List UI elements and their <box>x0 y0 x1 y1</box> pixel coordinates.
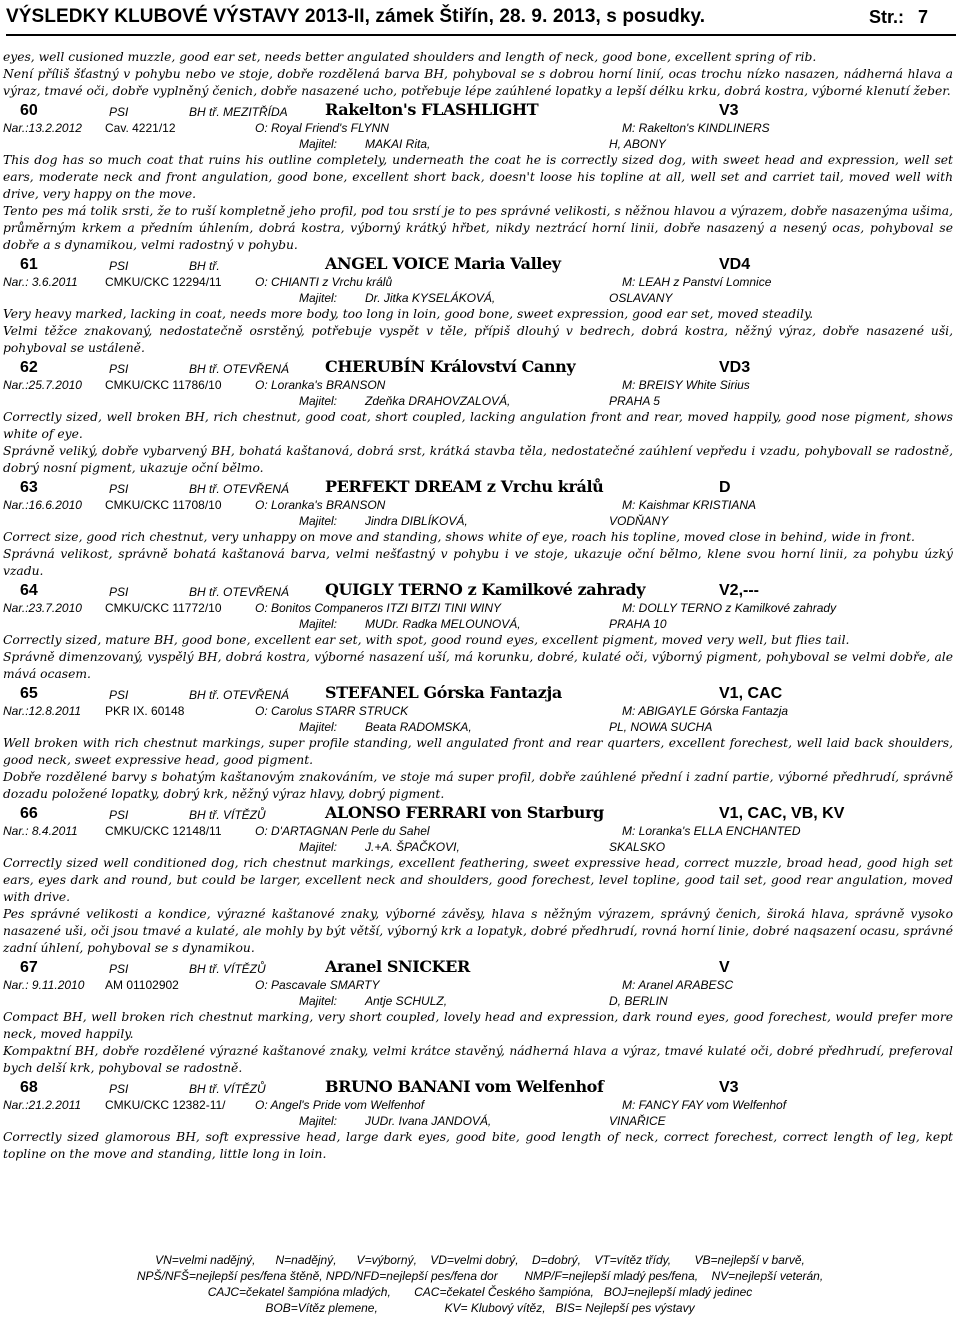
entry-class: BH tř. OTEVŘENÁ <box>189 362 290 376</box>
critique-cz: Dobře rozdělené barvy s bohatým kaštanovým znakováním, ve stoje má super profil, dobře zaúhlené přední i zadní partie, výborné předhrudí, správně dozadu položené lopatky, dobrý krk, něžný výraz hlavy, dobrý pigment. <box>3 770 953 801</box>
entry-pedigree <box>3 823 953 839</box>
entry-pedigree <box>3 497 953 513</box>
entry-owner <box>3 839 953 855</box>
sire: O: Angel's Pride vom Welfenhof <box>255 1098 425 1112</box>
critique-en: Very heavy marked, lacking in coat, needs more body, too long in loin, good bone, sweet expression, good ear set, moved steadily. <box>3 307 814 321</box>
entry-grade: V1, CAC, VB, KV <box>719 805 845 822</box>
critique-en: Well broken with rich chestnut markings, super profile standing, well angulated front and rear quarters, excellent forechest, well laid back shoulders, good neck, sweet expressive head, good pigment. <box>3 736 953 767</box>
critique-en: Correctly sized well conditioned dog, rich chestnut markings, excellent feathering, sweet expressive head, correct muzzle, broad head, good high set ears, eyes dark and round, but could be larger, excellent neck and shoulders, good forechest, level topline, good tail set, good rear angulation, moved with drive. <box>3 856 953 904</box>
entries-list <box>3 100 953 1163</box>
dam: M: ABIGAYLE Górska Fantazja <box>622 704 789 718</box>
entry-grade: VD4 <box>719 256 751 273</box>
entry-pedigree <box>3 377 953 393</box>
sire: O: Loranka's BRANSON <box>255 498 386 512</box>
critique-en: Correctly sized, mature BH, good bone, excellent ear set, with spot, good round eyes, excellent pigment, moved very well, but flies tail. <box>3 633 850 647</box>
entry-class: BH tř. VÍTĚZŮ <box>189 808 266 822</box>
dog-entry <box>3 580 953 683</box>
entry-sex: PSI <box>109 362 129 376</box>
results-content <box>3 49 953 1163</box>
registration-number: PKR IX. 60148 <box>105 704 185 718</box>
entry-sex: PSI <box>109 105 129 119</box>
intro-critique-cz: Není příliš šťastný v pohybu nebo ve stoje, dobře rozdělená barva BH, pohyboval se s dobrou horní linií, ocas trochu nízko nasazen, nádherná hlava a výraz, tmavé oči, dobře vyplněný čenich, dobře nasazené ucho, potřebuje lépe zaúhlené lopatky a lepší délku krku, dobrá kostra, výborné klenutí žeber. <box>3 67 953 98</box>
owner-place: VINAŘICE <box>609 1114 666 1128</box>
critique-cz: Správná velikost, správně bohatá kaštanová barva, velmi nešťastný v pohybu i ve stoje, ukazuje oční bělmo, klene svou horní linii, za pohybu úzký vzadu. <box>3 547 953 578</box>
dog-name: Aranel SNICKER <box>325 957 470 976</box>
dam: M: FANCY FAY vom Welfenhof <box>622 1098 787 1112</box>
entry-class: BH tř. OTEVŘENÁ <box>189 688 290 702</box>
registration-number: CMKU/CKC 11772/10 <box>105 601 222 615</box>
entry-sex: PSI <box>109 1082 129 1096</box>
page-number: 7 <box>917 7 928 27</box>
entry-grade: V3 <box>719 102 739 119</box>
entry-class: BH tř. MEZITŘÍDA <box>189 105 288 119</box>
owner-place: H, ABONY <box>609 137 666 151</box>
sire: O: Bonitos Companeros ITZI BITZI TINI WINY <box>255 601 502 615</box>
legend-line: CAJC=čekatel šampióna mladých, CAC=čekatel Českého šampióna, BOJ=nejlepší mladý jedinec <box>207 1285 753 1299</box>
entry-class: BH tř. <box>189 259 220 273</box>
dog-name: ANGEL VOICE Maria Valley <box>325 254 561 273</box>
critique-cz: Pes správné velikosti a kondice, výrazné kaštanové znaky, výborné závěsy, hlava s něžným výrazem, správný čenich, široká hlava, správně vysoko nasazené uši, oči jsou tmavé a kulaté, ale mohly by být větší, výborný krk a lopatyk, dobré předhrudí, rovná horní linie, dobré naqsazení ocasu, správné zadní úhlení, pohyboval se s dynamikou. <box>3 907 953 955</box>
dog-name: Rakelton's FLASHLIGHT <box>325 100 539 119</box>
entry-grade: V1, CAC <box>719 685 783 702</box>
owner-label: Majitel: <box>299 514 338 528</box>
entry-owner <box>3 513 953 529</box>
owner-place: D, BERLIN <box>609 994 668 1008</box>
sire: O: CHIANTI z Vrchu králů <box>255 275 393 289</box>
owner-label: Majitel: <box>299 617 338 631</box>
owner-name: MAKAI Rita, <box>365 137 431 151</box>
entry-class: BH tř. OTEVŘENÁ <box>189 585 290 599</box>
entry-sex: PSI <box>109 808 129 822</box>
entry-heading <box>3 803 953 823</box>
entry-number: 64 <box>20 582 38 599</box>
critique-en: Compact BH, well broken rich chestnut marking, very short coupled, lovely head and expression, dark round eyes, good forechest, would prefer more neck, moved happily. <box>3 1010 953 1041</box>
owner-name: Antje SCHULZ, <box>365 994 448 1008</box>
owner-place: PL, NOWA SUCHA <box>609 720 713 734</box>
registration-number: CMKU/CKC 12294/11 <box>105 275 222 289</box>
dog-entry <box>3 1077 953 1163</box>
entry-number: 63 <box>20 479 38 496</box>
entry-heading <box>3 254 953 274</box>
entry-owner <box>3 393 953 409</box>
page-title: VÝSLEDKY KLUBOVÉ VÝSTAVY 2013-II, zámek Štiřín, 28. 9. 2013, s posudky. <box>6 6 706 27</box>
entry-sex: PSI <box>109 585 129 599</box>
registration-number: CMKU/CKC 11708/10 <box>105 498 222 512</box>
entry-class: BH tř. OTEVŘENÁ <box>189 482 290 496</box>
owner-place: VODŇANY <box>609 514 669 528</box>
registration-number: CMKU/CKC 12382-11/ <box>105 1098 226 1112</box>
owner-label: Majitel: <box>299 840 338 854</box>
dam: M: BREISY White Sirius <box>622 378 750 392</box>
entry-sex: PSI <box>109 482 129 496</box>
critique-en: Correct size, good rich chestnut, very unhappy on move and standing, shows white of eye, roach his topline, moved close in behind, wide in front. <box>3 530 915 544</box>
entry-number: 66 <box>20 805 38 822</box>
entry-class: BH tř. VÍTĚZŮ <box>189 1082 266 1096</box>
owner-name: MUDr. Radka MELOUNOVÁ, <box>365 617 521 631</box>
entry-sex: PSI <box>109 259 129 273</box>
dog-name: STEFANEL Górska Fantazja <box>325 683 562 702</box>
birth-date: Nar.:13.2.2012 <box>3 121 82 135</box>
dam: M: DOLLY TERNO z Kamilkové zahrady <box>622 601 837 615</box>
birth-date: Nar.:21.2.2011 <box>3 1098 82 1112</box>
entry-heading <box>3 477 953 497</box>
entry-grade: V3 <box>719 1079 739 1096</box>
birth-date: Nar.: 9.11.2010 <box>3 978 85 992</box>
owner-place: PRAHA 10 <box>609 617 667 631</box>
owner-label: Majitel: <box>299 291 338 305</box>
dog-entry <box>3 957 953 1077</box>
intro-critique-en: eyes, well cusioned muzzle, good ear set, needs better angulated shoulders and length of neck, good bone, excellent spring of rib. <box>3 50 817 64</box>
critique-cz: Tento pes má tolik srsti, že to ruší kompletně jeho profil, pod tou srstí je to pes správné velikosti, s něžnou hlavou a výrazem, dobře nasazenýma ušima, průměrným krkem a předním úhlením, dobrá kostra, výborný krátký hřbet, nikdy neztrácí horní linii, dobře nasazený a nesený ocas, pohyboval se dobře a s dynamikou, velmi radostný v pohybu. <box>3 204 953 252</box>
dam: M: LEAH z Panství Lomnice <box>622 275 772 289</box>
dog-entry <box>3 357 953 477</box>
dog-entry <box>3 683 953 803</box>
entry-heading <box>3 357 953 377</box>
page-label: Str.: <box>868 7 904 27</box>
dam: M: Aranel ARABESC <box>622 978 734 992</box>
owner-label: Majitel: <box>299 994 338 1008</box>
entry-sex: PSI <box>109 962 129 976</box>
dog-name: PERFEKT DREAM z Vrchu králů <box>325 477 604 496</box>
dog-entry <box>3 477 953 580</box>
sire: O: Royal Friend's FLYNN <box>255 121 389 135</box>
owner-name: Zdeňka DRAHOVZALOVÁ, <box>365 394 511 408</box>
entry-number: 65 <box>20 685 38 702</box>
entry-heading <box>3 683 953 703</box>
legend <box>0 1252 960 1316</box>
birth-date: Nar.:23.7.2010 <box>3 601 82 615</box>
birth-date: Nar.:12.8.2011 <box>3 704 82 718</box>
entry-heading <box>3 1077 953 1097</box>
entry-owner <box>3 719 953 735</box>
sire: O: Carolus STARR STRUCK <box>255 704 409 718</box>
entry-grade: V <box>719 959 730 976</box>
owner-name: JUDr. Ivana JANDOVÁ, <box>365 1114 492 1128</box>
critique-en: This dog has so much coat that ruins his outline completely, underneath the coat he is correctly sized dog, with sweet head and expression, well set ears, moderate neck and front angulation, good bone, excellent short back, doesn't loose his topline at all, well set and carriet tail, moved well with drive, very happy on the move. <box>3 153 953 201</box>
entry-sex: PSI <box>109 688 129 702</box>
owner-place: SKALSKO <box>609 840 666 854</box>
owner-name: Beata RADOMSKA, <box>365 720 472 734</box>
dam: M: Rakelton's KINDLINERS <box>622 121 770 135</box>
birth-date: Nar.: 8.4.2011 <box>3 824 78 838</box>
dog-name: BRUNO BANANI vom Welfenhof <box>325 1077 604 1096</box>
entry-pedigree <box>3 600 953 616</box>
owner-place: PRAHA 5 <box>609 394 660 408</box>
entry-grade: D <box>719 479 731 496</box>
critique-cz: Kompaktní BH, dobře rozdělené výrazné kaštanové znaky, velmi krátce stavěný, nádherná hlava a výraz, tmavé kulaté oči, dobré předhrudí, preferoval bych delší krk, pohyboval se radostně. <box>3 1044 953 1075</box>
legend-line: BOB=Vítěz plemene, KV= Klubový vítěz, BIS= Nejlepší pes výstavy <box>265 1301 695 1315</box>
owner-label: Majitel: <box>299 137 338 151</box>
critique-en: Correctly sized, well broken BH, rich chestnut, good coat, short coupled, lacking angulation front and rear, moved happily, good nose pigment, shows white of eye. <box>3 410 953 441</box>
sire: O: Loranka's BRANSON <box>255 378 386 392</box>
sire: O: D'ARTAGNAN Perle du Sahel <box>255 824 430 838</box>
owner-label: Majitel: <box>299 394 338 408</box>
owner-place: OSLAVANY <box>609 291 673 305</box>
legend-line: NPŠ/NFŠ=nejlepší pes/fena štěně, NPD/NFD=nejlepší pes/fena dor NMP/F=nejlepší mladý pes/fena, NV=nejlepší veterán, <box>136 1269 824 1283</box>
entry-pedigree <box>3 1097 953 1113</box>
registration-number: Cav. 4221/12 <box>105 121 176 135</box>
sire: O: Pascavale SMARTY <box>255 978 380 992</box>
entry-number: 60 <box>20 102 38 119</box>
entry-pedigree <box>3 274 953 290</box>
entry-owner <box>3 616 953 632</box>
entry-heading <box>3 957 953 977</box>
critique-en: Correctly sized glamorous BH, soft expressive head, large dark eyes, good bite, good length of neck, correct forechest, correct length of leg, kept topline on the move and standing, little long in loin. <box>3 1130 953 1161</box>
dog-entry <box>3 803 953 957</box>
entry-heading <box>3 100 953 120</box>
dam: M: Kaishmar KRISTIANA <box>622 498 757 512</box>
birth-date: Nar.:25.7.2010 <box>3 378 82 392</box>
entry-grade: VD3 <box>719 359 751 376</box>
entry-owner <box>3 993 953 1009</box>
dog-entry <box>3 254 953 357</box>
entry-heading <box>3 580 953 600</box>
dog-name: QUIGLY TERNO z Kamilkové zahrady <box>325 580 646 599</box>
entry-pedigree <box>3 703 953 719</box>
critique-cz: Správně dimenzovaný, vyspělý BH, dobrá kostra, výborné nasazení uší, má korunku, dobré, kulaté oči, výborný pigment, pohyboval se velmi dobře, ale mává ocasem. <box>3 650 953 681</box>
registration-number: CMKU/CKC 11786/10 <box>105 378 222 392</box>
entry-number: 62 <box>20 359 38 376</box>
registration-number: CMKU/CKC 12148/11 <box>105 824 222 838</box>
page-header <box>6 4 956 36</box>
critique-cz: Správně veliký, dobře vybarvený BH, bohatá kaštanová, dobrá srst, krátká stavba těla, nedostatečné zaúhlení vepředu i vzadu, pohybovall se radostně, dobrý nosní pigment, ukazuje oční bělmo. <box>3 444 953 475</box>
entry-owner <box>3 136 953 152</box>
entry-pedigree <box>3 977 953 993</box>
dam: M: Loranka's ELLA ENCHANTED <box>622 824 801 838</box>
entry-grade: V2,--- <box>719 582 759 599</box>
owner-label: Majitel: <box>299 720 338 734</box>
entry-number: 67 <box>20 959 38 976</box>
entry-number: 68 <box>20 1079 38 1096</box>
critique-cz: Velmi těžce znakovaný, nedostatečně osrstěný, potřebuje vyspět v těle, přípiš dlouhý v bedrech, dobrá kostra, něžný výraz, dobře nasazené uši, pohyboval se ustáleně. <box>3 324 953 355</box>
legend-line: VN=velmi nadějný, N=nadějný, V=výborný, VD=velmi dobrý, D=dobrý, VT=vítěz třídy, VB=nejlepší v barvě, <box>155 1253 805 1267</box>
birth-date: Nar.:16.6.2010 <box>3 498 82 512</box>
entry-pedigree <box>3 120 953 136</box>
dog-name: ALONSO FERRARI von Starburg <box>325 803 604 822</box>
owner-name: Dr. Jitka KYSELÁKOVÁ, <box>365 291 496 305</box>
owner-name: J.+A. ŠPAČKOVI, <box>365 840 460 854</box>
owner-label: Majitel: <box>299 1114 338 1128</box>
entry-number: 61 <box>20 256 38 273</box>
owner-name: Jindra DIBLÍKOVÁ, <box>365 514 468 528</box>
dog-entry <box>3 100 953 254</box>
dog-name: CHERUBÍN Království Canny <box>325 357 576 376</box>
entry-owner <box>3 290 953 306</box>
registration-number: AM 01102902 <box>105 978 179 992</box>
entry-class: BH tř. VÍTĚZŮ <box>189 962 266 976</box>
birth-date: Nar.: 3.6.2011 <box>3 275 78 289</box>
entry-owner <box>3 1113 953 1129</box>
